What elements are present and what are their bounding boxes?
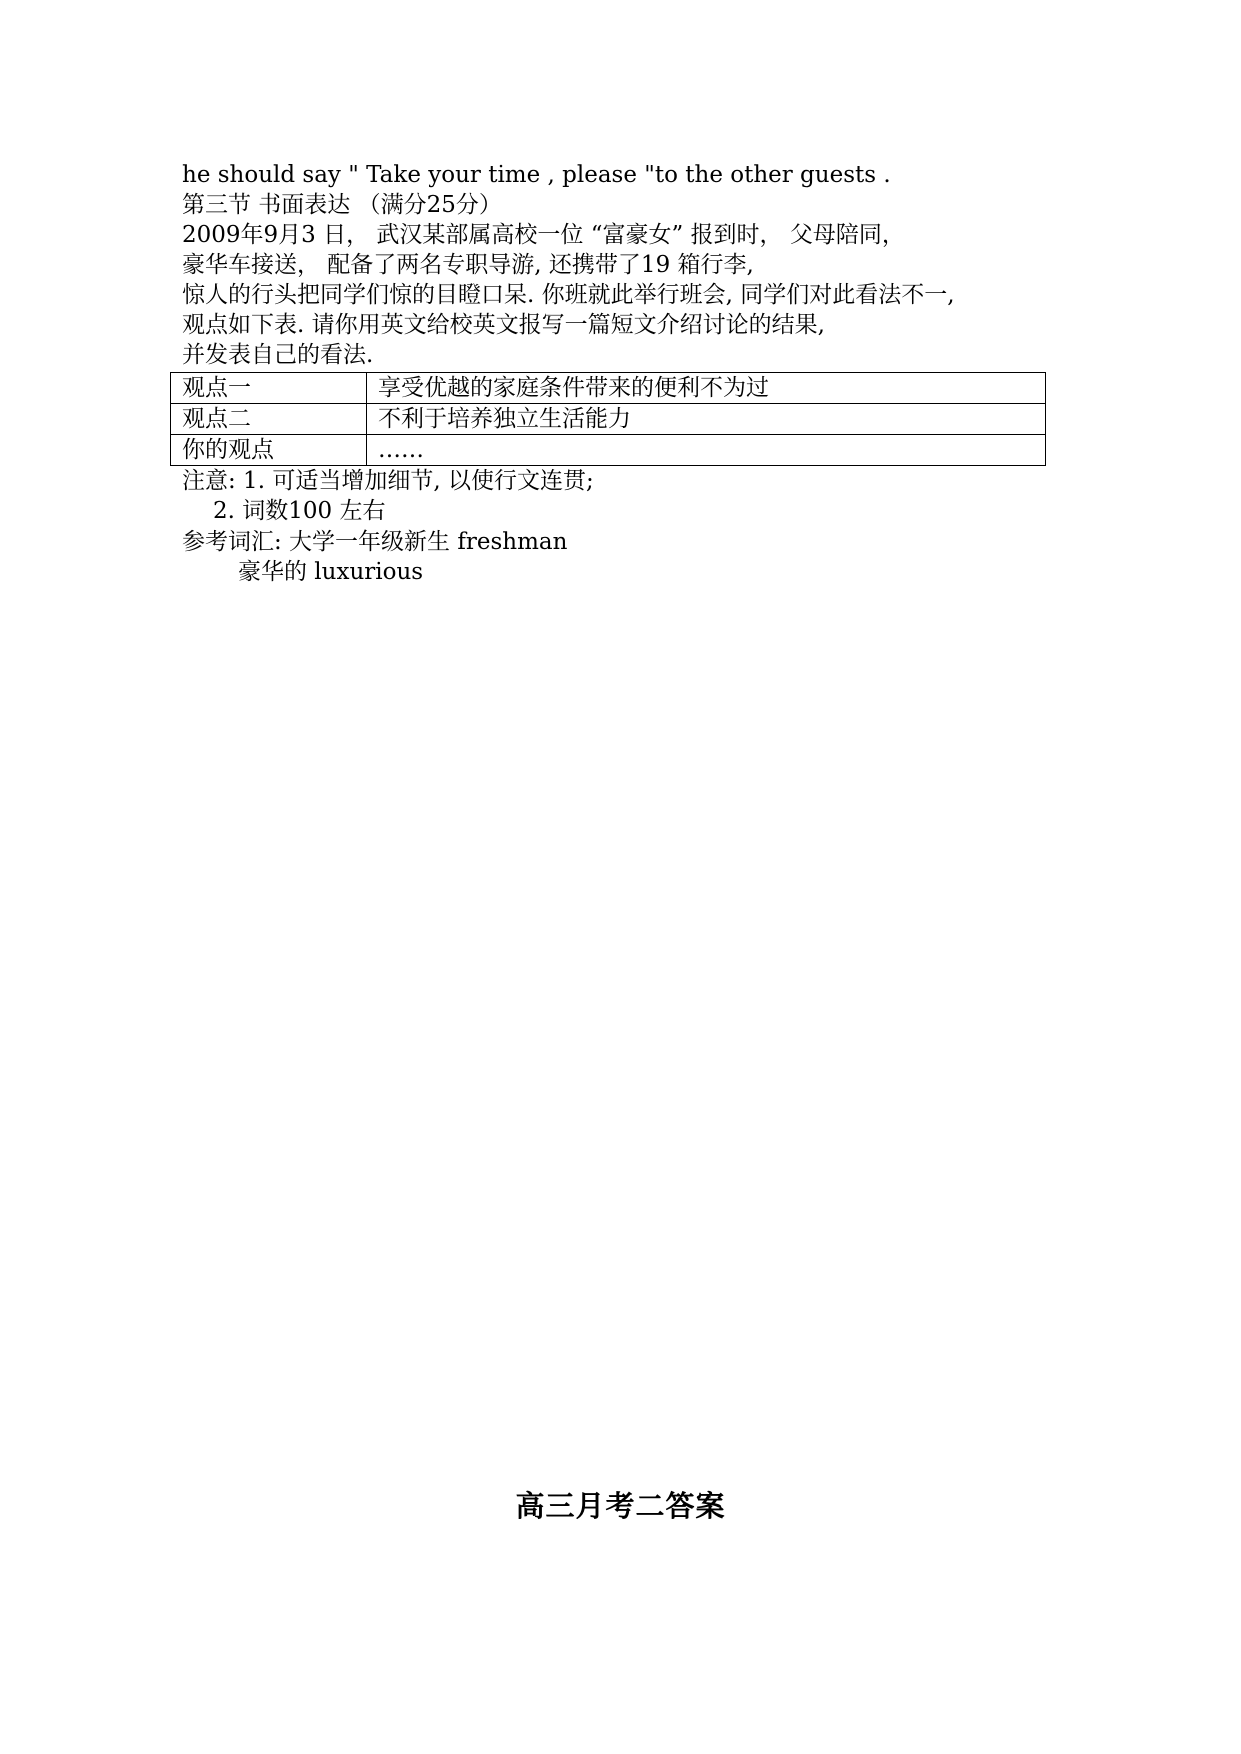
table-row <box>171 373 1046 404</box>
vocabulary-line-1: 参考词汇: 大学一年级新生 freshman <box>182 529 568 555</box>
previous-answer-line: he should say " Take your time , please "to the other guests . <box>182 162 891 188</box>
viewpoint-content: 享受优越的家庭条件带来的便利不为过 <box>367 373 1046 404</box>
prompt-line-1: 2009年9月3 日， 武汉某部属高校一位 “富豪女” 报到时， 父母陪同， <box>182 222 905 248</box>
notes-line-2: 2. 词数100 左右 <box>213 498 386 524</box>
prompt-line-2: 豪华车接送， 配备了两名专职导游, 还携带了19 箱行李, <box>182 252 754 278</box>
vocabulary-line-2: 豪华的 luxurious <box>238 559 424 585</box>
table-row <box>171 435 1046 466</box>
viewpoint-label: 观点二 <box>171 404 367 435</box>
viewpoint-content: …… <box>367 435 1046 466</box>
viewpoint-label: 你的观点 <box>171 435 367 466</box>
section-heading: 第三节 书面表达 （满分25分） <box>182 192 502 218</box>
prompt-line-5: 并发表自己的看法. <box>182 342 374 368</box>
answer-heading: 高三月考二答案 <box>515 1489 726 1523</box>
prompt-line-4: 观点如下表. 请你用英文给校英文报写一篇短文介绍讨论的结果, <box>182 312 825 338</box>
viewpoint-label: 观点一 <box>171 373 367 404</box>
viewpoints-table <box>170 372 1046 466</box>
notes-line-1: 注意: 1. 可适当增加细节, 以使行文连贯; <box>182 468 594 494</box>
viewpoint-content: 不利于培养独立生活能力 <box>367 404 1046 435</box>
table-row <box>171 404 1046 435</box>
prompt-line-3: 惊人的行头把同学们惊的目瞪口呆. 你班就此举行班会, 同学们对此看法不一, <box>182 282 955 308</box>
